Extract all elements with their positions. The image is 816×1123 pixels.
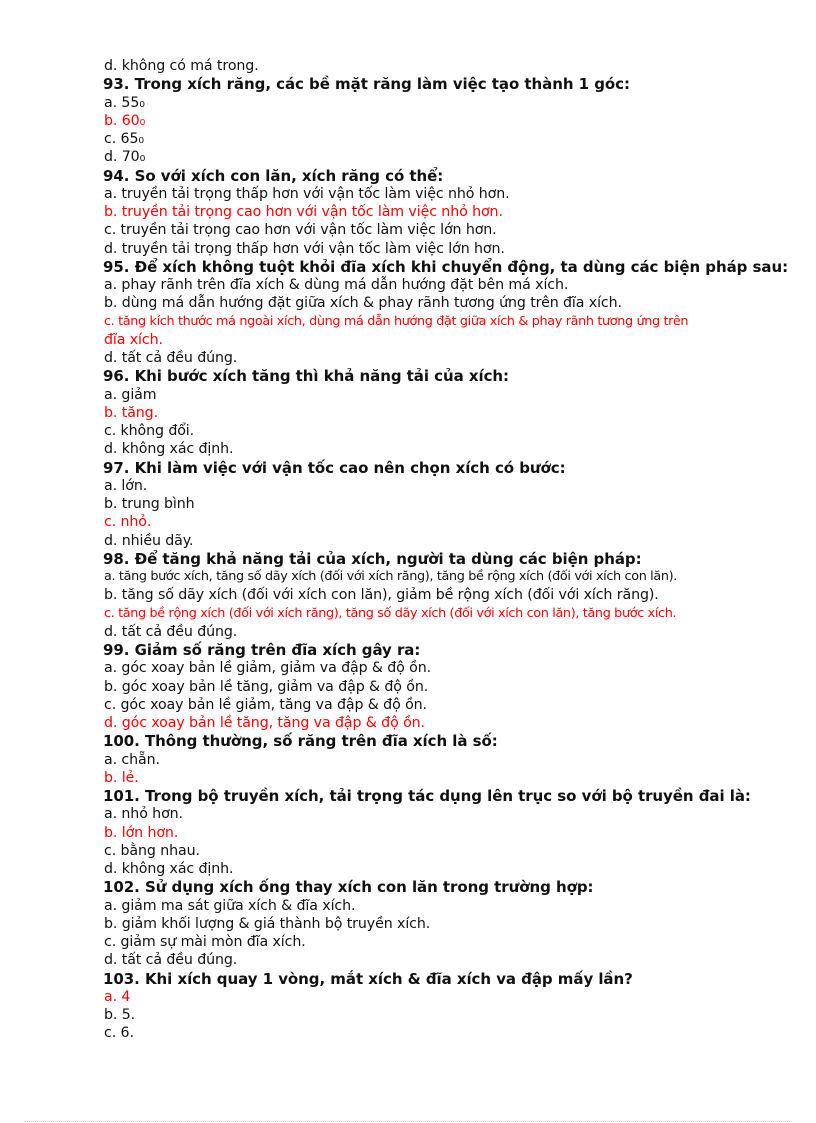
answer-option-correct: b. lớn hơn.: [104, 824, 179, 841]
answer-option: a. truyền tải trọng thấp hơn với vận tốc làm việc nhỏ hơn.: [104, 185, 510, 202]
answer-option: b. góc xoay bản lề tăng, giảm va đập & độ ồn.: [104, 678, 429, 695]
answer-option-correct: c. tăng kích thước má ngoài xích, dùng má dẫn hướng đặt giữa xích & phay rãnh tương ứng trên: [104, 313, 689, 329]
answer-option: b. giảm khối lượng & giá thành bộ truyền xích.: [104, 915, 431, 932]
answer-option: c. không đổi.: [104, 423, 195, 439]
answer-option-correct: b. 60₀: [104, 112, 146, 129]
question-heading: 102. Sử dụng xích ống thay xích con lăn trong trường hợp:: [103, 878, 594, 897]
answer-option: a. tăng bước xích, tăng số dãy xích (đối với xích răng), tăng bề rộng xích (đối với xích con lăn).: [104, 569, 677, 584]
answer-option: a. góc xoay bản lề giảm, giảm va đập & độ ồn.: [104, 660, 432, 677]
answer-option: d. không xác định.: [104, 861, 234, 877]
document-body: [103, 57, 793, 1043]
answer-option: a. phay rãnh trên đĩa xích & dùng má dẫn hướng đặt bên má xích.: [104, 277, 569, 293]
answer-option: c. góc xoay bản lề giảm, tăng va đập & độ ồn.: [104, 696, 427, 713]
page-bottom-divider: [24, 1121, 792, 1122]
answer-option: d. nhiều dãy.: [104, 532, 194, 549]
answer-option: a. nhỏ hơn.: [104, 806, 183, 823]
answer-option: d. không xác định.: [104, 441, 234, 458]
answer-option: c. 65₀: [104, 131, 144, 147]
answer-option: c. truyền tải trọng cao hơn với vận tốc làm việc lớn hơn.: [104, 222, 497, 239]
answer-option: c. bằng nhau.: [104, 842, 200, 859]
answer-option: a. giảm: [104, 386, 157, 403]
answer-option-correct: b. tăng.: [104, 404, 158, 421]
answer-option: c. 6.: [104, 1025, 134, 1042]
question-heading: 93. Trong xích răng, các bề mặt răng làm việc tạo thành 1 góc:: [103, 75, 630, 94]
answer-option: d. không có má trong.: [104, 58, 259, 74]
question-heading: 98. Để tăng khả năng tải của xích, người ta dùng các biện pháp:: [103, 549, 642, 568]
answer-option: a. lớn.: [104, 477, 148, 494]
answer-option: c. giảm sự mài mòn đĩa xích.: [104, 934, 306, 950]
question-heading: 103. Khi xích quay 1 vòng, mắt xích & đĩa xích va đập mấy lần?: [103, 969, 633, 988]
answer-option: b. 5.: [104, 1007, 136, 1023]
question-heading: 94. So với xích con lăn, xích răng có thể:: [103, 166, 444, 185]
question-heading: 101. Trong bộ truyền xích, tải trọng tác dụng lên trục so với bộ truyền đai là:: [103, 787, 751, 805]
answer-option-correct: b. lẻ.: [104, 769, 139, 786]
answer-option: d. 70₀: [104, 149, 146, 166]
answer-option: d. tất cả đều đúng.: [104, 952, 238, 969]
answer-option-correct: d. góc xoay bản lề tăng, tăng va đập & độ ồn.: [104, 715, 425, 731]
question-heading: 95. Để xích không tuột khỏi đĩa xích khi chuyển động, ta dùng các biện pháp sau:: [103, 257, 789, 276]
answer-option: d. truyền tải trọng thấp hơn với vận tốc làm việc lớn hơn.: [104, 240, 505, 257]
question-heading: 100. Thông thường, số răng trên đĩa xích là số:: [103, 732, 498, 751]
question-heading: 97. Khi làm việc với vận tốc cao nên chọn xích có bước:: [103, 458, 566, 477]
answer-option: a. chẵn.: [104, 751, 160, 768]
answer-option: b. trung bình: [104, 496, 195, 512]
answer-option: d. tất cả đều đúng.: [104, 623, 238, 640]
question-heading: 99. Giảm số răng trên đĩa xích gây ra:: [103, 641, 421, 659]
question-heading: 96. Khi bước xích tăng thì khả năng tải của xích:: [103, 367, 509, 386]
answer-option-correct: c. tăng bề rộng xích (đối với xích răng), tăng số dãy xích (đối với xích con lăn), tăng bước xích.: [104, 605, 677, 621]
answer-option-correct: b. truyền tải trọng cao hơn với vận tốc làm việc nhỏ hơn.: [104, 204, 503, 220]
answer-option: a. giảm ma sát giữa xích & đĩa xích.: [104, 897, 356, 914]
answer-option-correct: c. nhỏ.: [104, 514, 152, 531]
answer-option-correct: đĩa xích.: [104, 331, 163, 348]
answer-option: a. 55₀: [104, 94, 145, 111]
answer-option: b. tăng số dãy xích (đối với xích con lăn), giảm bề rộng xích (đối với xích răng).: [104, 587, 659, 604]
answer-option: d. tất cả đều đúng.: [104, 350, 238, 366]
answer-option-correct: a. 4: [104, 988, 131, 1005]
answer-option: b. dùng má dẫn hướng đặt giữa xích & phay rãnh tương ứng trên đĩa xích.: [104, 295, 622, 312]
